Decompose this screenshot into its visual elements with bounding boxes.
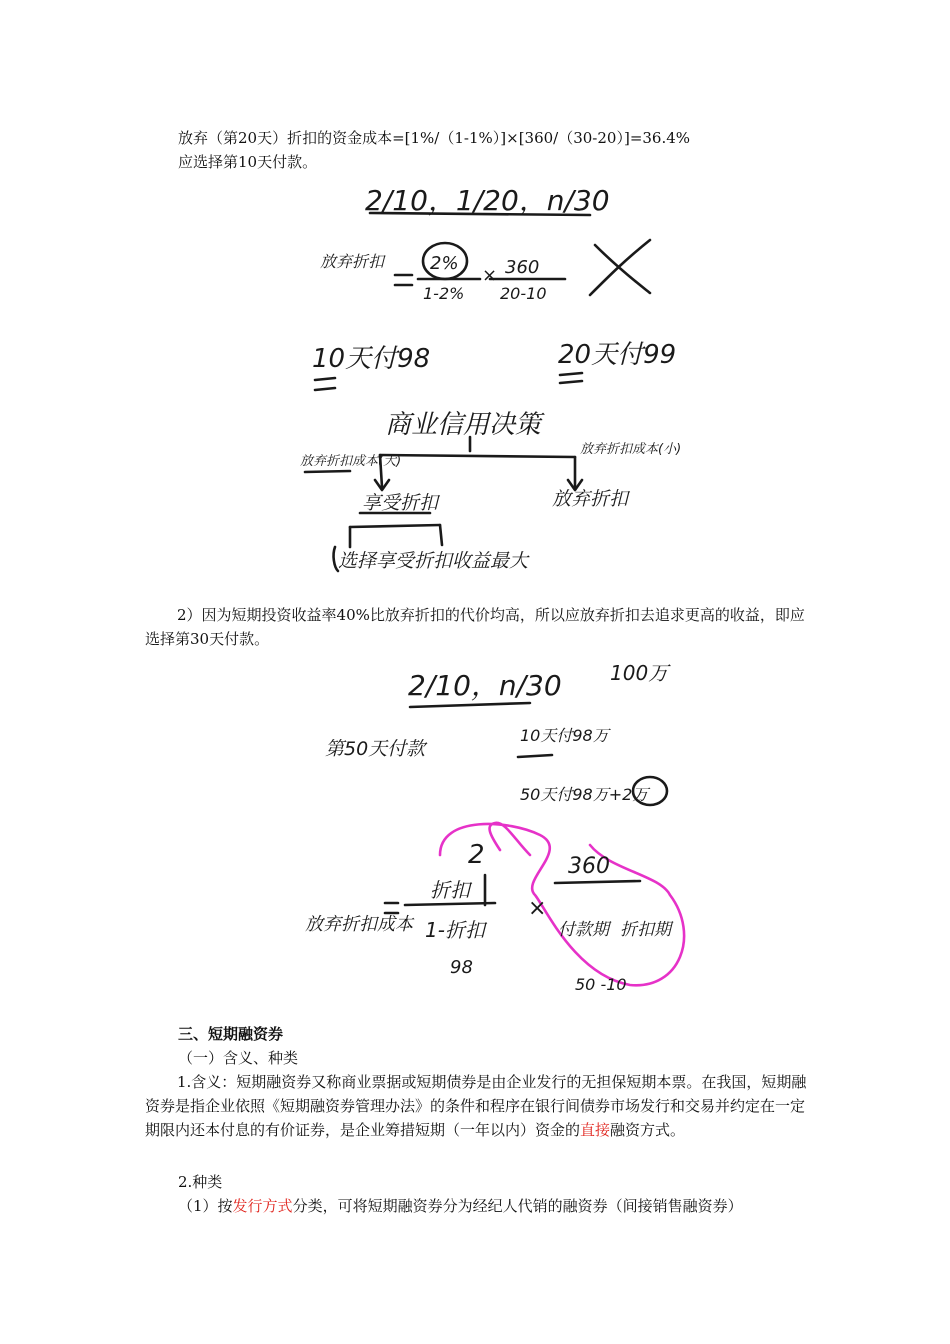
note-formula-a-num2: 360: [505, 257, 540, 278]
note-formula-a-left: 放弃折扣: [320, 252, 385, 271]
note-formula-b-den2-a: 付款期: [558, 920, 609, 940]
paragraph-give-up-discount: 2）因为短期投资收益率40%比放弃折扣的代价均高，所以应放弃折扣去追求更高的收益，即应选择第30天付款。: [145, 606, 805, 648]
note-amount: 100万: [610, 661, 669, 685]
note-formula-b-den2-b: 折扣期: [620, 920, 671, 940]
types-item-1-rest: 分类，可将短期融资券分为经纪人代销的融资券（间接销售融资券）: [292, 1197, 743, 1215]
note-terms-a: 2/10，1/20，n/30: [365, 184, 610, 217]
note-terms-b: 2/10，n/30: [408, 669, 562, 702]
note-day10: 10天付98: [312, 344, 431, 374]
note-formula-b-num1: 折扣: [430, 878, 470, 902]
svg-text:×: ×: [482, 265, 498, 286]
handwritten-note-cost-formula: [290, 645, 710, 1010]
definition-text-end: 融资方式。: [610, 1121, 686, 1139]
handwritten-note-discount-decision: [290, 175, 710, 595]
definition-highlight-direct: 直接: [580, 1121, 611, 1139]
note-formula-a-den1: 1-2%: [423, 284, 465, 303]
choose-day10-line: 应选择第10天付款。: [178, 153, 318, 171]
note-formula-a-den2: 20-10: [500, 284, 547, 303]
note-branch-left-label: 放弃折扣成本(大): [300, 454, 402, 469]
note-pay-day50-b: 50天付98万+2万: [520, 785, 649, 804]
cost-formula-line: 放弃（第20天）折扣的资金成本=[1%/（1-1%）]×[360/（30-20）]=36.4%: [178, 129, 691, 147]
subsection-definition-types: （一）含义、种类: [178, 1049, 299, 1067]
note-formula-b-num2: 360: [568, 854, 610, 879]
note-branch-right-label: 放弃折扣成本(小): [580, 442, 682, 457]
definition-text: 1.含义：短期融资券又称商业票据或短期债券是由企业发行的无担保短期本票。在我国，短期融资券是指企业依照《短期融资券管理办法》的条件和程序在银行间债券市场发行和交易并约定在一定期限内还本付息的有价证券，是企业筹措短期（一年以内）资金的: [145, 1073, 807, 1139]
note-formula-b-den2-vals: 50 -10: [575, 975, 627, 994]
note-formula-b-den1: 1-折扣: [425, 918, 485, 942]
types-title: 2.种类: [178, 1173, 223, 1191]
types-item-1: [178, 1194, 743, 1218]
note-formula-a-num1: 2%: [430, 253, 459, 274]
types-item-1-highlight: 发行方式: [232, 1197, 293, 1215]
note-pay-day50: 第50天付款: [325, 738, 426, 760]
paragraph-definition: [145, 1070, 810, 1142]
section-heading-short-term-bills: 三、短期融资券: [178, 1025, 284, 1043]
note-enjoy-discount: 享受折扣: [362, 492, 439, 514]
note-formula-b-left: 放弃折扣成本: [305, 914, 413, 935]
note-decision-title: 商业信用决策: [385, 410, 542, 440]
note-formula-b-den1-val: 98: [450, 957, 473, 978]
note-pay-day10-b: 10天付98万: [520, 726, 609, 745]
note-circled-two: 2: [468, 840, 485, 870]
note-choose-max: 选择享受折扣收益最大: [338, 550, 529, 572]
note-day20: 20天付99: [558, 340, 677, 370]
svg-text:×: ×: [528, 896, 547, 921]
note-give-up-discount: 放弃折扣: [552, 488, 629, 510]
types-item-1-prefix: （1）按: [178, 1197, 233, 1215]
